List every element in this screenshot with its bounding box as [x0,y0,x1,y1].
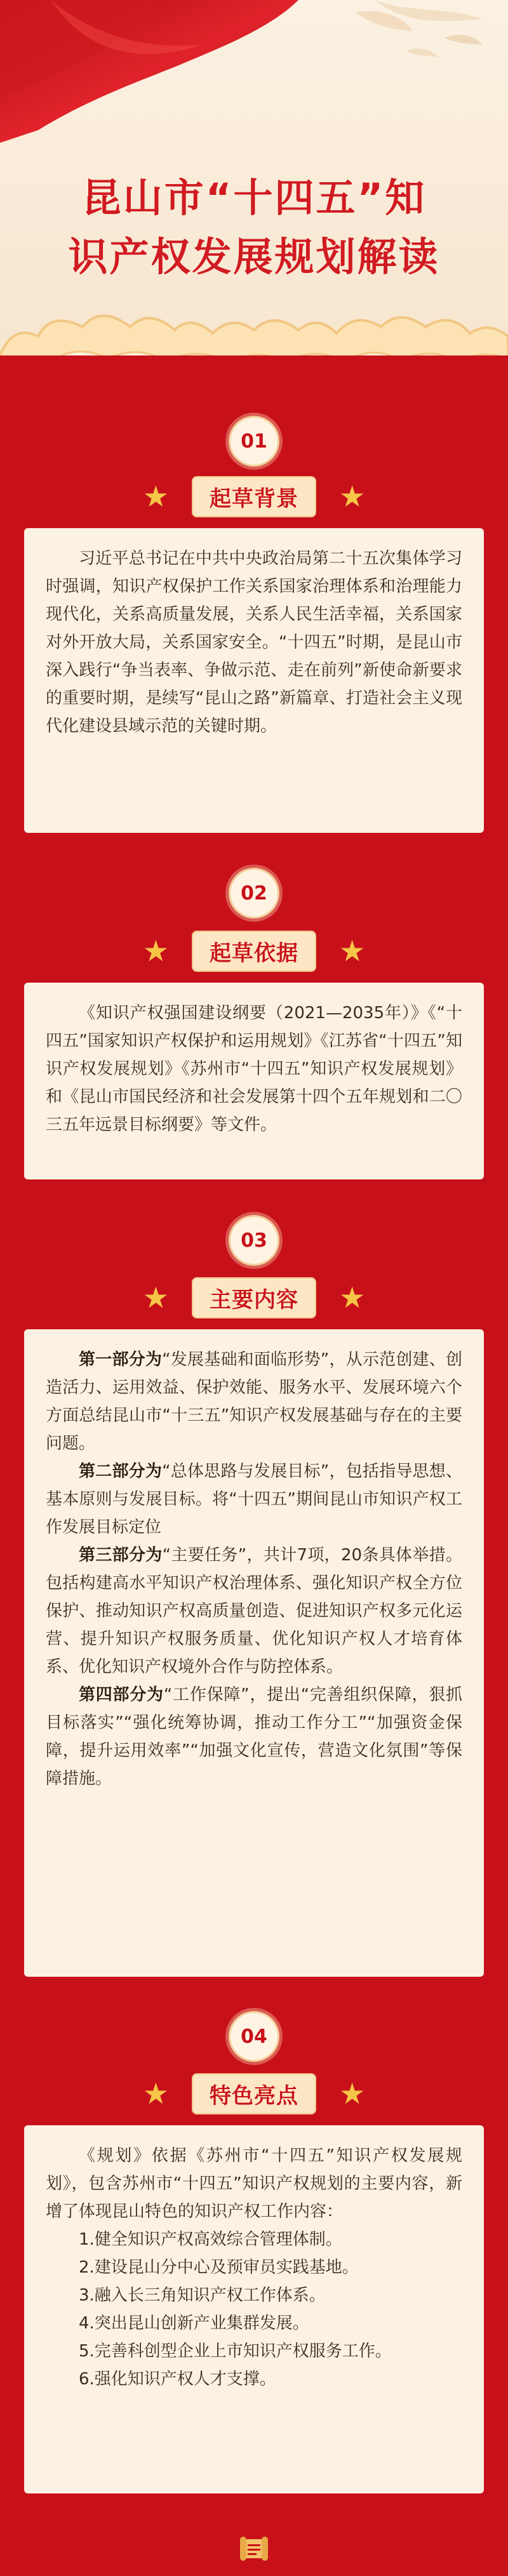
section-heading-row [0,932,508,970]
part-paragraph [46,1457,462,1541]
part-text: “总体思路与发展目标”，包括指导思想、基本原则与发展目标。将“十四五”期间昆山市知识产权工作发展目标定位 [46,1462,462,1537]
scroll-icon [235,2533,273,2565]
star-icon: ★ [339,1280,366,1315]
list-item: 3.融入长三角知识产权工作体系。 [79,2286,326,2305]
section-card [24,983,484,1179]
cloud-border-decoration [0,298,508,355]
part-label: 第二部分为 [79,1462,163,1481]
part-paragraph [46,1681,462,1793]
section-number-badge [229,416,279,467]
part-label: 第三部分为 [79,1546,163,1565]
intro-paragraph: 《规划》依据《苏州市“十四五”知识产权发展规划》，包含苏州市“十四五”知识产权规划的主要内容，新增了体现昆山特色的知识产权工作内容： [46,2146,462,2221]
star-icon: ★ [142,479,169,514]
section-heading: 起草依据 [192,931,316,972]
section-card [24,1329,484,1977]
list-item: 4.突出昆山创新产业集群发展。 [79,2314,309,2333]
part-text: “主要任务”，共计7项，20条具体举措。包括构建高水平知识产权治理体系、强化知识产权全方位保护、推动知识产权高质量创造、促进知识产权多元化运营、提升知识产权服务质量、优化知识产权人才培育体系、优化知识产权境外合作与防控体系。 [46,1546,462,1676]
list-item: 5.完善科创型企业上市知识产权服务工作。 [79,2342,392,2361]
header-banner [0,0,508,355]
part-text: “工作保障”，提出“完善组织保障，狠抓目标落实”“强化统筹协调，推动工作分工”“加强资金保障，提升运用效率”“加强文化宣传，营造文化氛围”等保障措施。 [46,1685,462,1788]
section-number: 02 [241,882,267,905]
section-heading: 主要内容 [192,1277,316,1318]
star-icon: ★ [339,479,366,514]
section-number: 04 [241,2025,267,2048]
section-heading-row [0,477,508,515]
list-item: 1.健全知识产权高效综合管理体制。 [79,2230,342,2249]
star-icon: ★ [142,2076,169,2111]
part-paragraph [46,1541,462,1681]
paragraph: 习近平总书记在中共中央政治局第二十五次集体学习时强调，知识产权保护工作关系国家治理体系和治理能力现代化，关系高质量发展，关系人民生活幸福，关系国家对外开放大局，关系国家安全。“十四五”时期，是昆山市深入践行“争当表率、争做示范、走在前列”新使命新要求的重要时期，是续写“昆山之路”新篇章、打造社会主义现代化建设县域示范的关键时期。 [46,549,462,736]
part-paragraph [46,1346,462,1457]
section-number: 03 [241,1229,267,1252]
section-number: 01 [241,430,267,453]
section-number-badge [229,868,279,919]
part-label: 第一部分为 [79,1350,163,1369]
section-number-badge [229,1215,279,1266]
section-heading-row [0,1278,508,1317]
star-icon: ★ [339,934,366,968]
section-card [24,2125,484,2493]
star-icon: ★ [339,2076,366,2111]
paragraph: 《知识产权强国建设纲要（2021—2035年）》《“十四五”国家知识产权保护和运用规划》《江苏省“十四五”知识产权发展规划》《苏州市“十四五”知识产权发展规划》和《昆山市国民经济和社会发展第十四个五年规划和二〇三五年远景目标纲要》等文件。 [46,1004,462,1134]
star-icon: ★ [142,1280,169,1315]
section-heading-row [0,2075,508,2113]
red-flag-decoration [0,0,508,152]
part-label: 第四部分为 [79,1685,164,1704]
section-heading: 起草背景 [192,476,316,517]
star-icon: ★ [142,934,169,968]
list-item: 2.建设昆山分中心及预审员实践基地。 [79,2258,359,2277]
section-number-badge [229,2011,279,2062]
list-item: 6.强化知识产权人才支撑。 [79,2370,276,2389]
page-title-line-1: 昆山市“十四五”知 [81,175,427,221]
page-title-line-2: 识产权发展规划解读 [68,234,440,280]
section-card [24,528,484,833]
section-heading: 特色亮点 [192,2073,316,2115]
part-text: “发展基础和面临形势”，从示范创建、创造活力、运用效益、保护效能、服务水平、发展环境六个方面总结昆山市“十三五”知识产权发展基础与存在的主要问题。 [46,1350,462,1453]
